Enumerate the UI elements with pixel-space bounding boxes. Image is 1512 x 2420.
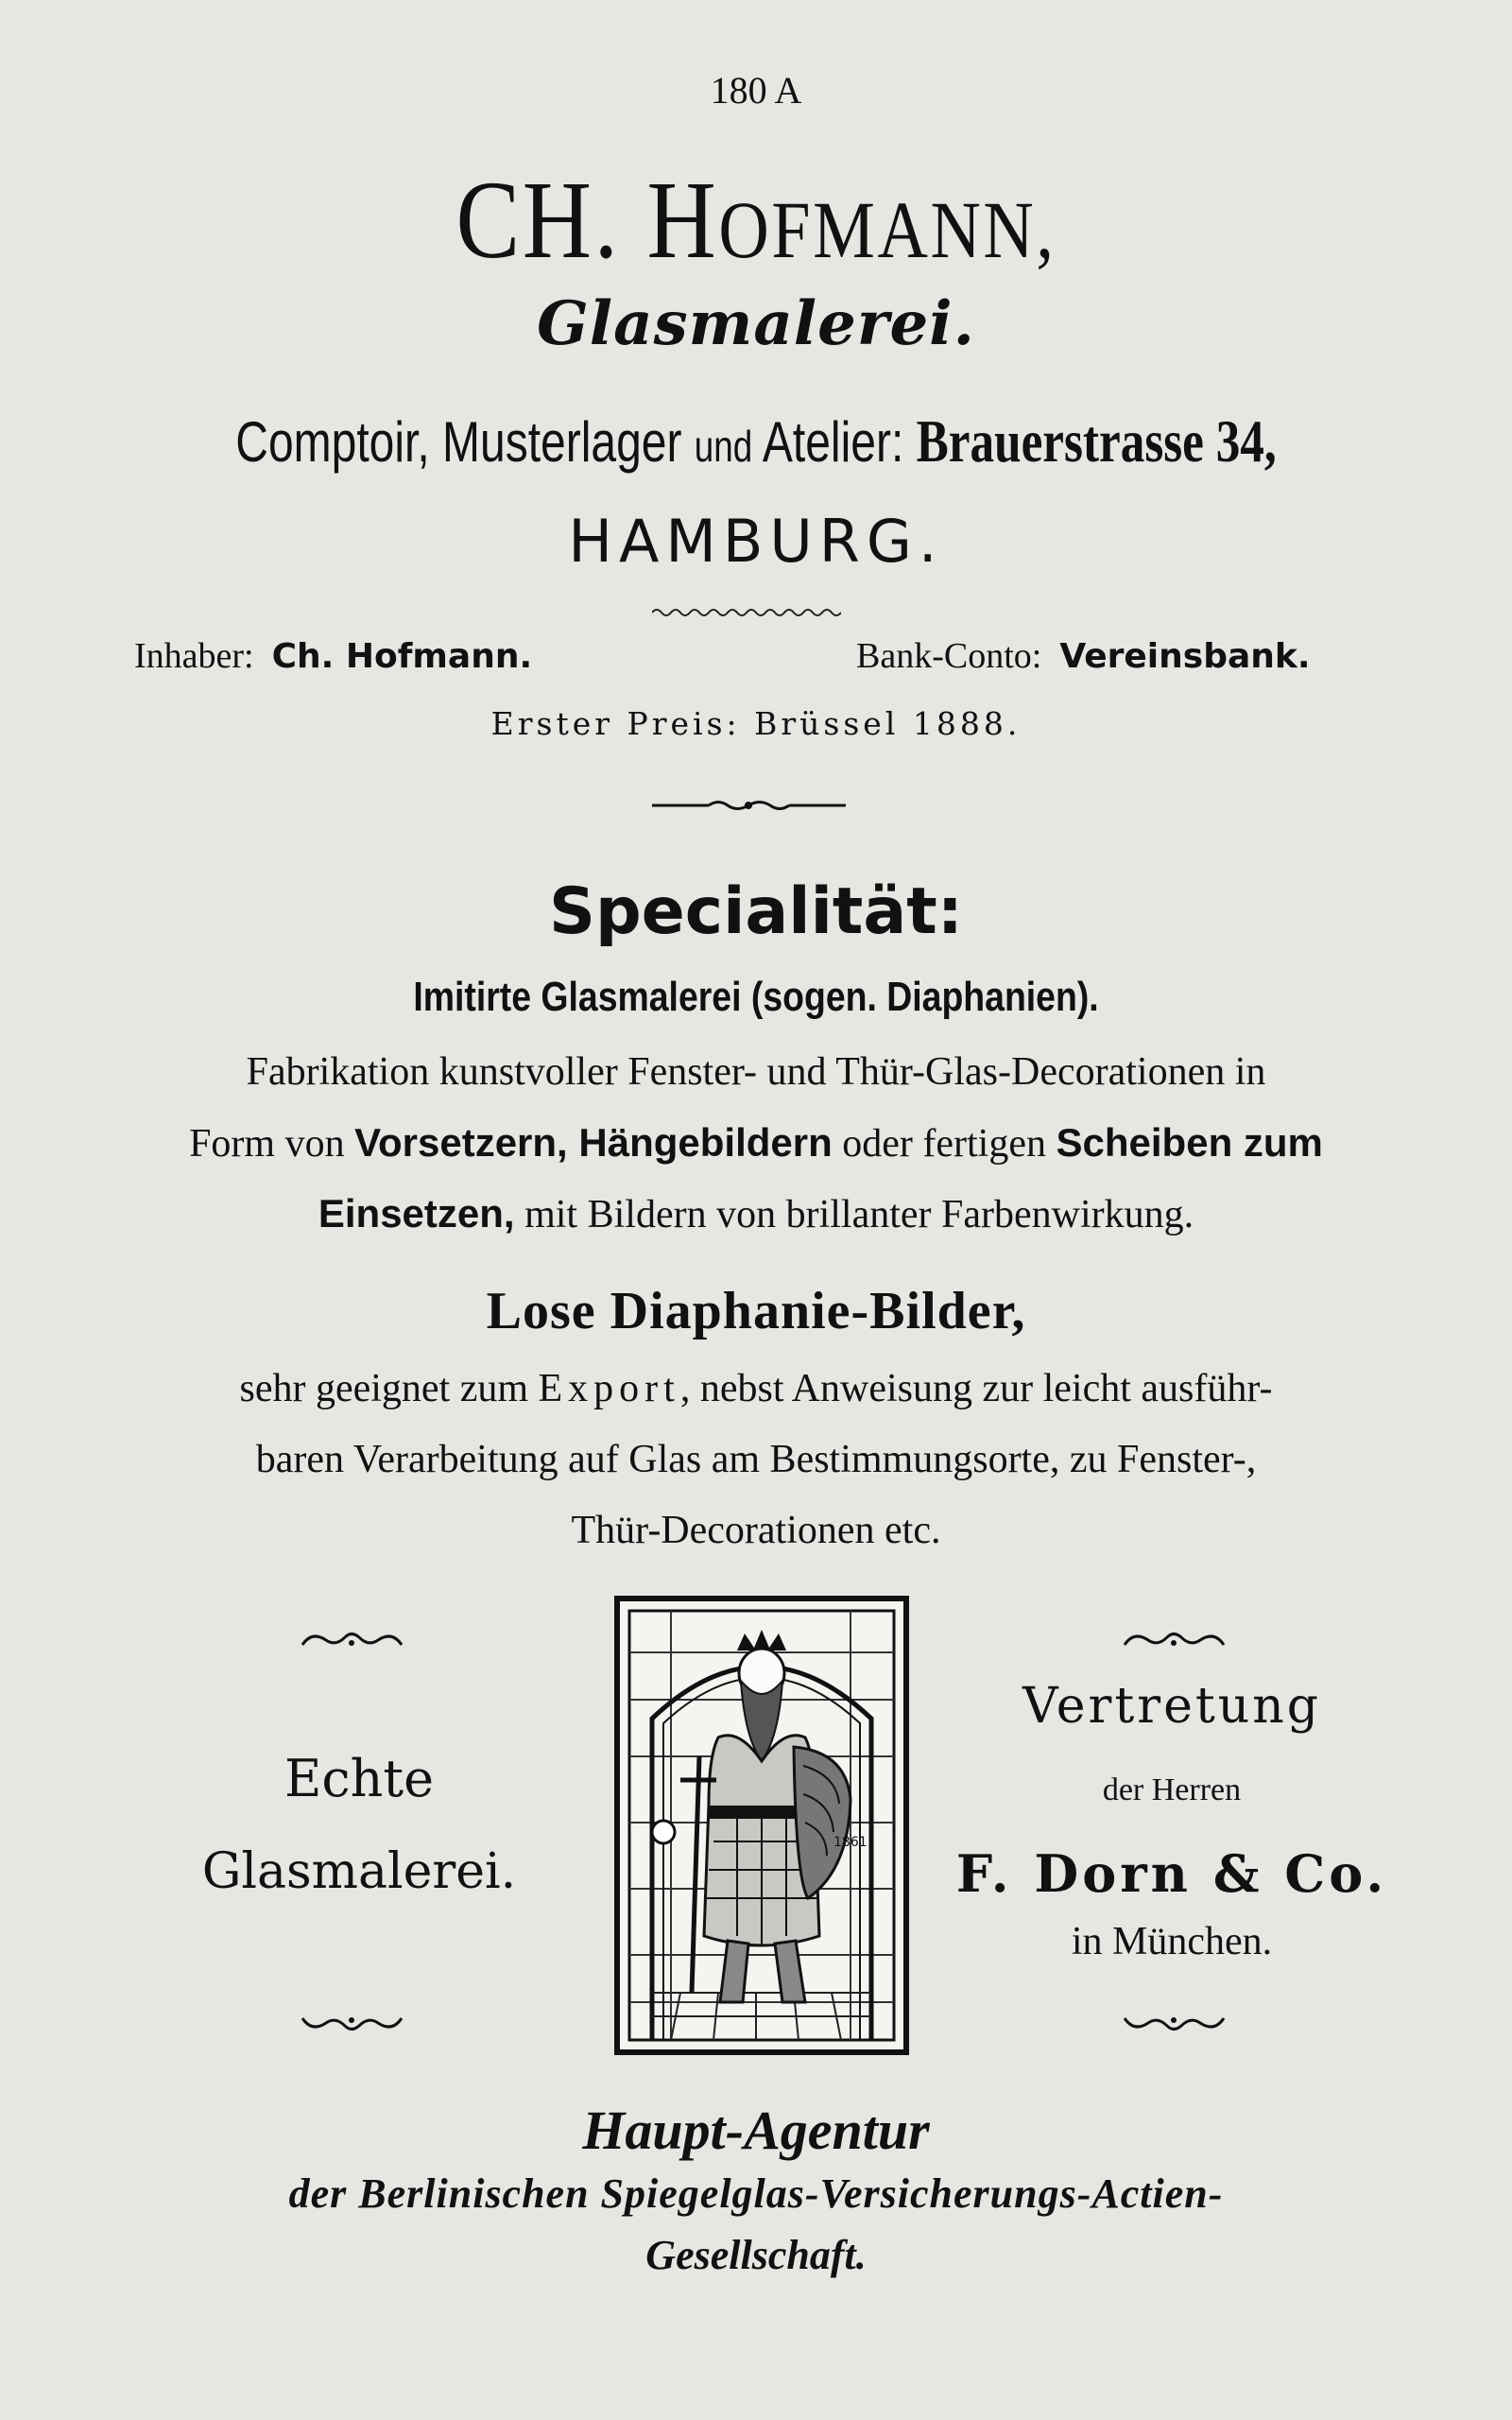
flourish-ornament	[298, 2009, 406, 2037]
left-echte: Echte	[284, 1749, 435, 1808]
flourish-ornament	[298, 1626, 406, 1654]
firm-name: CH. HOFMANN,	[455, 158, 1057, 282]
wavy-divider	[652, 605, 841, 620]
flourish-ornament	[1120, 2009, 1228, 2037]
export-line-3: Thür-Decorationen etc.	[571, 1509, 941, 1552]
speciality-line-2: Form von Vorsetzern, Hängebildern oder fertigen Scheiben zum	[189, 1120, 1323, 1166]
panel-year: 1861	[833, 1835, 868, 1850]
right-muenchen: in München.	[1071, 1920, 1273, 1963]
prize-line: Erster Preis: Brüssel 1888.	[490, 705, 1022, 742]
gesellschaft-line: Gesellschaft.	[645, 2232, 867, 2278]
speciality-line-3: Einsetzen, mit Bildern von brillanter Farbenwirkung.	[318, 1191, 1194, 1236]
owner: Inhaber: Ch. Hofmann.	[134, 636, 533, 676]
address-line: Comptoir, Musterlager und Atelier: Brauerstrasse 34,	[235, 407, 1277, 475]
speciality-title: Specialität:	[549, 874, 963, 949]
trade-title: Glasmalerei.	[537, 288, 975, 359]
lose-heading: Lose Diaphanie-Bilder,	[486, 1282, 1026, 1340]
right-vertretung: Vertretung	[1022, 1678, 1322, 1735]
berlinische-line: der Berlinischen Spiegelglas-Versicherungs-Actien-	[288, 2170, 1224, 2217]
speciality-line-1: Fabrikation kunstvoller Fenster- und Thür-Glas-Decorationen in	[246, 1050, 1266, 1094]
right-herren: der Herren	[1102, 1772, 1242, 1807]
bank-account: Bank-Conto: Vereinsbank.	[856, 636, 1311, 676]
flourish-ornament	[1120, 1626, 1228, 1654]
stained-glass-king-figure	[614, 1596, 909, 2055]
ornament-divider	[652, 796, 846, 815]
left-glasmalerei: Glasmalerei.	[201, 1843, 517, 1900]
haupt-agentur: Haupt-Agentur	[582, 2100, 930, 2161]
speciality-subtitle: Imitirte Glasmalerei (sogen. Diaphanien).	[413, 974, 1099, 1020]
page-number: 180 A	[710, 69, 802, 112]
export-line-1: sehr geeignet zum Export, nebst Anweisung zur leicht ausführ-	[239, 1367, 1273, 1410]
export-line-2: baren Verarbeitung auf Glas am Bestimmungsorte, zu Fenster-,	[255, 1438, 1257, 1481]
right-dorn: F. Dorn & Co.	[955, 1843, 1388, 1904]
city: HAMBURG.	[568, 507, 944, 576]
